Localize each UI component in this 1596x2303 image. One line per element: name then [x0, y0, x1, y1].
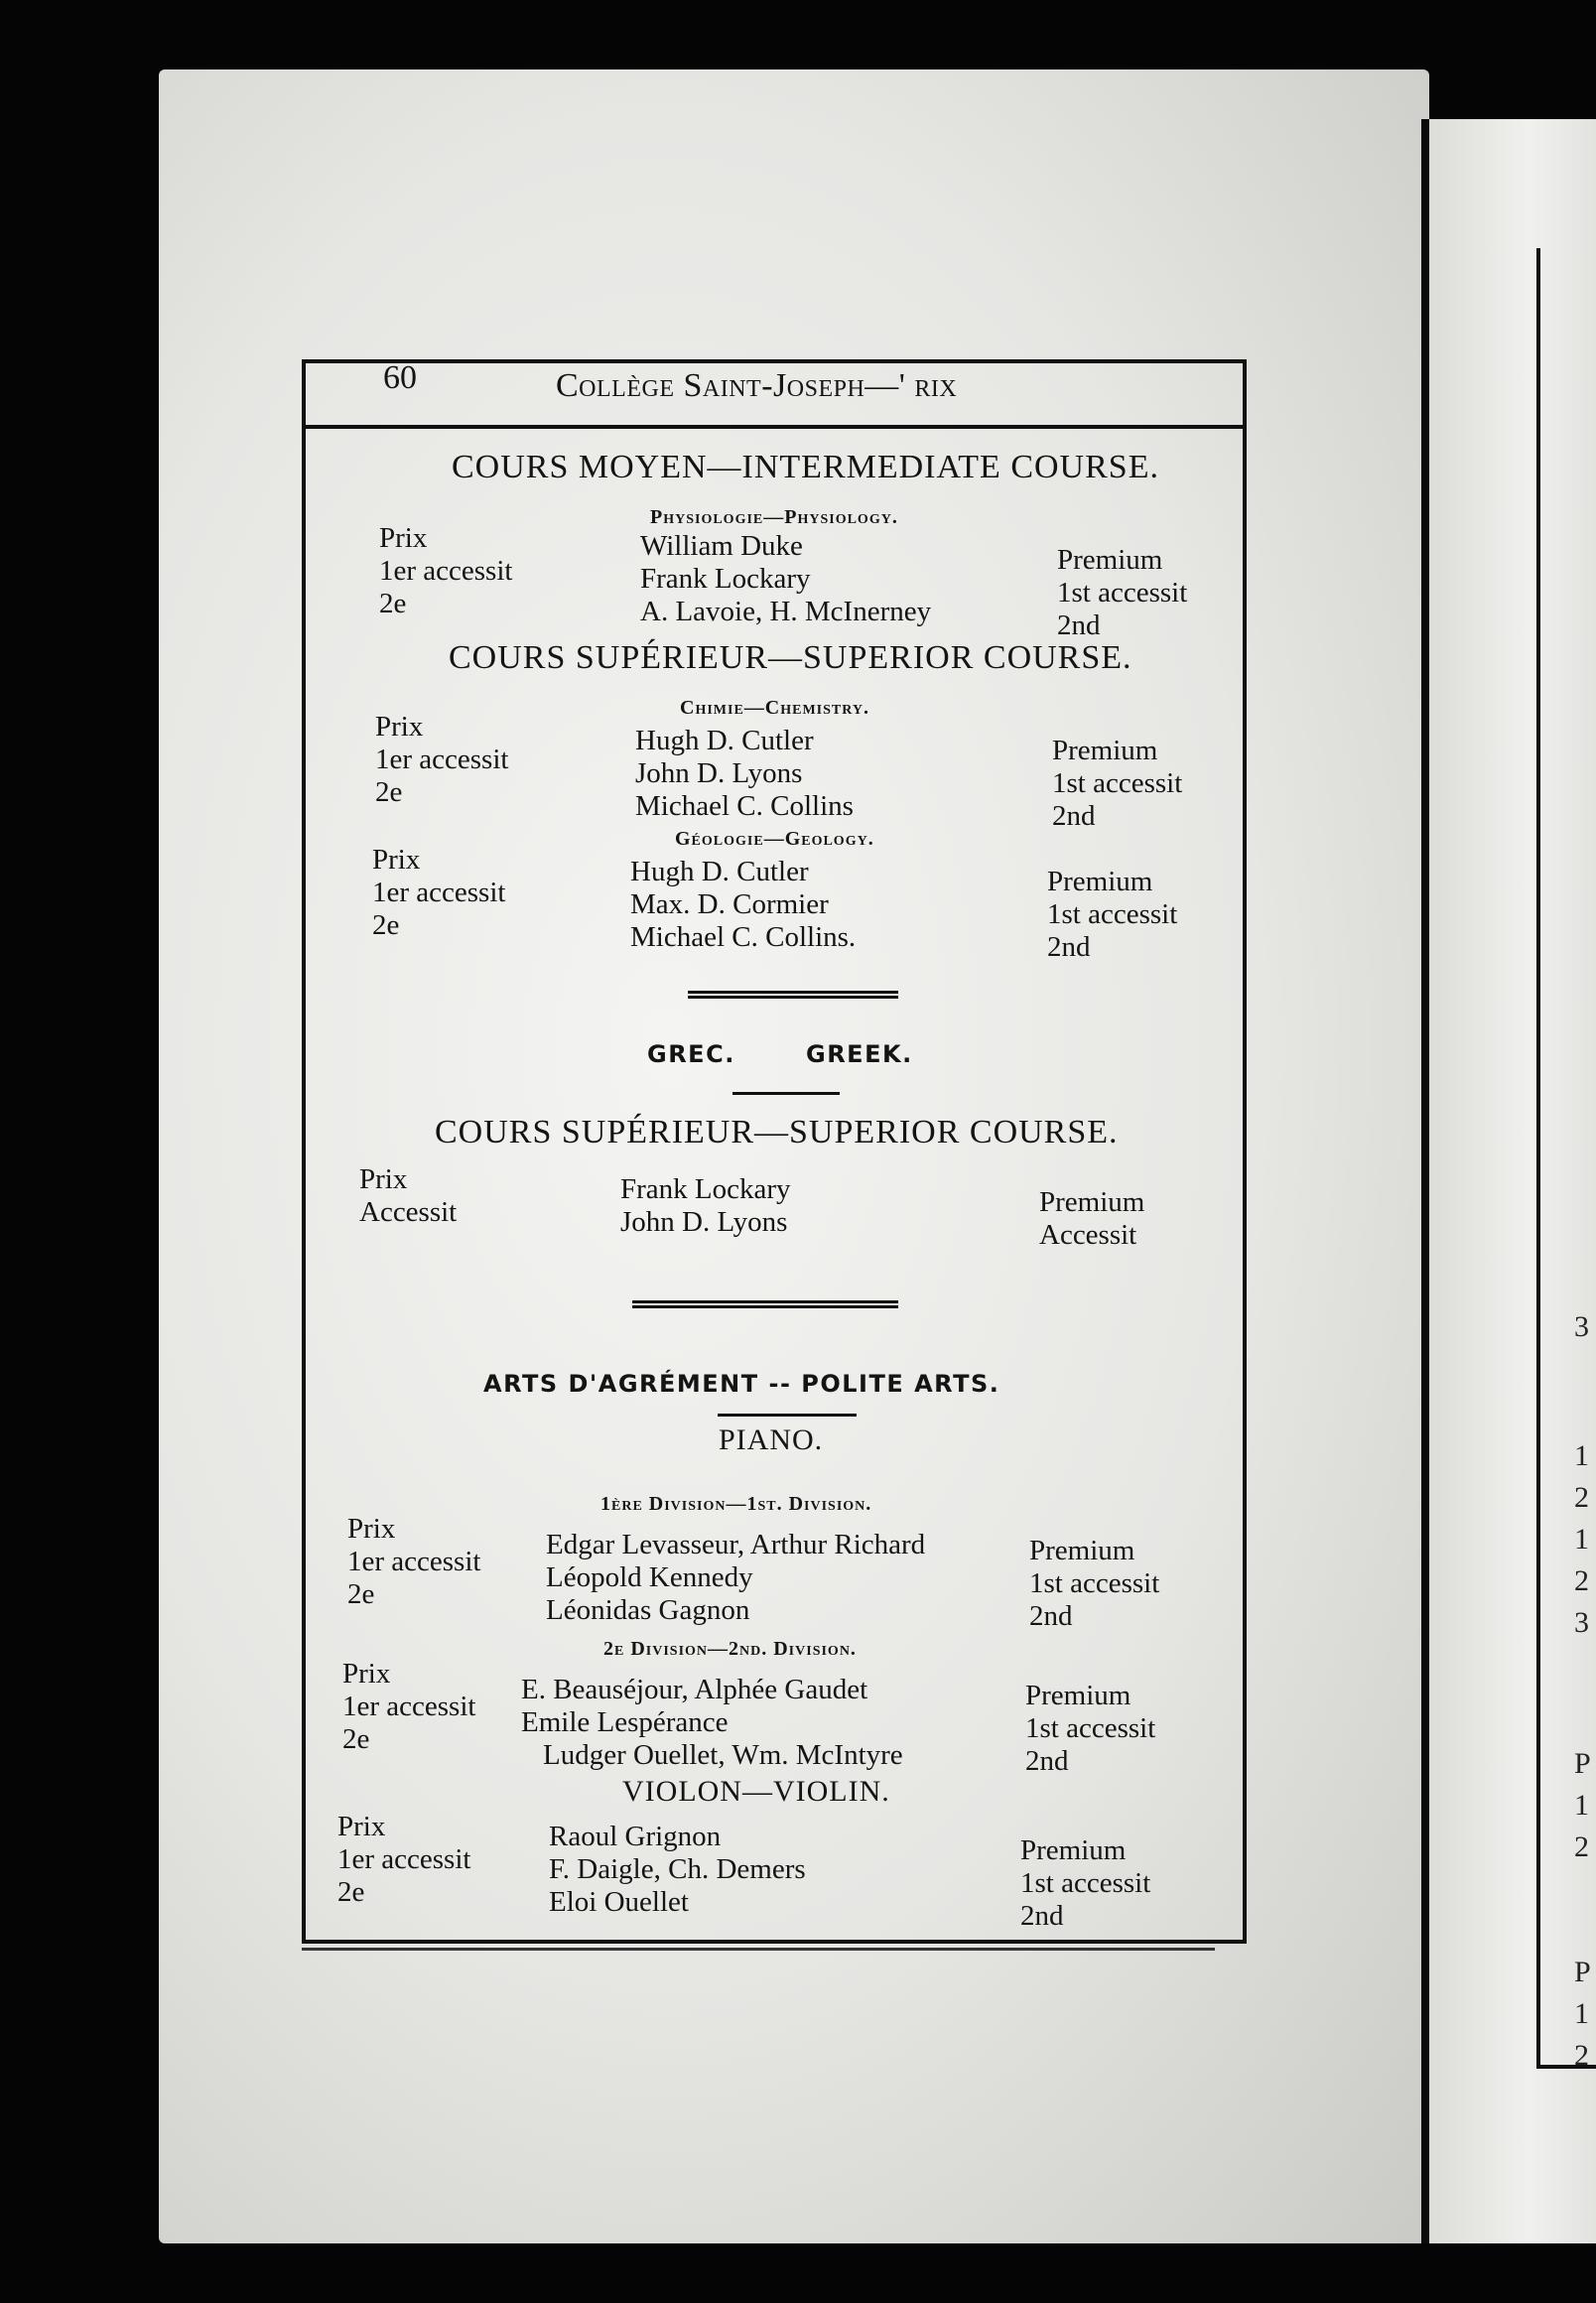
- names-list: [521, 1674, 903, 1772]
- labels-en: [1047, 866, 1177, 964]
- adjacent-char: 1: [1574, 1523, 1589, 1556]
- name: Eloi Ouellet: [549, 1886, 689, 1918]
- name: Léonidas Gagnon: [546, 1594, 750, 1626]
- labels-en: [1020, 1834, 1150, 1933]
- label-en: Accessit: [1039, 1219, 1137, 1251]
- label-en: Premium: [1020, 1834, 1127, 1866]
- label-fr: Accessit: [359, 1196, 458, 1228]
- label-en: Premium: [1057, 544, 1163, 576]
- name: Raoul Grignon: [549, 1821, 722, 1852]
- label-en: Premium: [1047, 866, 1153, 897]
- section-heading-fr: GREC.: [647, 1040, 735, 1068]
- label-en: 2nd: [1020, 1900, 1064, 1932]
- short-rule: [732, 1092, 840, 1095]
- name: John D. Lyons: [620, 1206, 788, 1238]
- label-en: 1st accessit: [1029, 1567, 1160, 1599]
- label-fr: 2e: [375, 776, 403, 808]
- double-rule: [688, 991, 898, 999]
- name: Max. D. Cormier: [630, 888, 829, 920]
- label-en: Premium: [1039, 1186, 1145, 1218]
- labels-fr: [347, 1513, 480, 1611]
- running-head: Collège Saint-Joseph—' rix: [556, 367, 958, 404]
- label-fr: 1er accessit: [379, 555, 513, 587]
- section-heading: ARTS D'AGRÉMENT -- POLITE ARTS.: [483, 1370, 1000, 1398]
- adjacent-char: 2: [1574, 1830, 1589, 1863]
- short-rule: [718, 1414, 857, 1417]
- label-fr: 1er accessit: [375, 744, 509, 775]
- name: William Duke: [640, 530, 803, 562]
- labels-fr: [375, 711, 508, 809]
- name: F. Daigle, Ch. Demers: [549, 1853, 806, 1885]
- label-fr: 2e: [347, 1578, 375, 1610]
- labels-fr: [342, 1658, 475, 1756]
- names-list: [635, 725, 854, 823]
- label-en: 2nd: [1029, 1600, 1073, 1632]
- adjacent-char: 3: [1574, 1310, 1589, 1343]
- section-heading: COURS SUPÉRIEUR—SUPERIOR COURSE.: [449, 639, 1132, 676]
- labels-fr: [337, 1811, 470, 1909]
- adjacent-char: 1: [1574, 1997, 1589, 2030]
- label-fr: Prix: [337, 1811, 386, 1842]
- name: Hugh D. Cutler: [635, 725, 814, 756]
- name: A. Lavoie, H. McInerney: [640, 596, 932, 627]
- label-en: Premium: [1052, 735, 1158, 766]
- violin-heading: VIOLON—VIOLIN.: [622, 1775, 890, 1808]
- names-list: [640, 530, 931, 628]
- double-rule: [632, 1300, 898, 1308]
- label-en: 1st accessit: [1020, 1867, 1151, 1899]
- adjacent-char: 2: [1574, 1481, 1589, 1514]
- adjacent-char: P: [1574, 1747, 1591, 1780]
- adjacent-char: 2: [1574, 2039, 1589, 2072]
- subject-heading: Chimie—Chemistry.: [680, 697, 869, 719]
- label-fr: 2e: [372, 909, 400, 941]
- label-en: 1st accessit: [1025, 1712, 1156, 1744]
- section-heading-en: GREEK.: [806, 1040, 913, 1068]
- page-fold-shadow: [1421, 119, 1429, 2243]
- labels-en: [1057, 544, 1187, 642]
- course-heading: COURS SUPÉRIEUR—SUPERIOR COURSE.: [435, 1114, 1119, 1151]
- label-en: 2nd: [1047, 931, 1091, 963]
- names-list: [620, 1173, 791, 1239]
- labels-fr: [359, 1163, 457, 1229]
- names-list: [630, 856, 856, 954]
- labels-en: [1029, 1535, 1159, 1633]
- labels-fr: [379, 522, 512, 620]
- names-list: [549, 1821, 806, 1919]
- name: Frank Lockary: [620, 1173, 791, 1205]
- adjacent-char: 2: [1574, 1564, 1589, 1597]
- label-en: 2nd: [1052, 800, 1096, 832]
- page-number: 60: [383, 359, 417, 396]
- adjacent-char: 1: [1574, 1439, 1589, 1472]
- label-fr: 2e: [379, 588, 407, 619]
- section-heading: COURS MOYEN—INTERMEDIATE COURSE.: [452, 449, 1159, 485]
- page-border-bottom-shadow: [302, 1948, 1215, 1951]
- name: Edgar Levasseur, Arthur Richard: [546, 1529, 926, 1560]
- label-fr: 1er accessit: [337, 1843, 471, 1875]
- name: Michael C. Collins: [635, 790, 854, 822]
- label-fr: Prix: [359, 1163, 408, 1195]
- labels-en: [1025, 1680, 1155, 1778]
- subject-heading: Géologie—Geology.: [675, 828, 874, 850]
- label-fr: 2e: [337, 1876, 365, 1908]
- name: E. Beauséjour, Alphée Gaudet: [521, 1674, 868, 1705]
- subject-heading: 2e Division—2nd. Division.: [603, 1638, 857, 1660]
- adjacent-char: 1: [1574, 1789, 1589, 1822]
- label-en: Premium: [1025, 1680, 1131, 1711]
- label-fr: Prix: [375, 711, 424, 743]
- label-fr: Prix: [347, 1513, 396, 1545]
- label-en: 1st accessit: [1052, 767, 1183, 799]
- name: Michael C. Collins.: [630, 921, 857, 953]
- labels-en: [1052, 735, 1182, 833]
- label-fr: 1er accessit: [347, 1546, 481, 1577]
- label-en: 2nd: [1025, 1745, 1069, 1777]
- labels-en: [1039, 1186, 1144, 1252]
- label-fr: Prix: [372, 844, 421, 876]
- subject-heading: 1ère Division—1st. Division.: [600, 1493, 872, 1515]
- name: John D. Lyons: [635, 757, 803, 789]
- name: Hugh D. Cutler: [630, 856, 809, 887]
- label-en: 2nd: [1057, 610, 1101, 641]
- label-en: 1st accessit: [1047, 898, 1178, 930]
- name: Frank Lockary: [640, 563, 811, 595]
- subject-heading: Physiologie—Physiology.: [650, 506, 898, 528]
- names-list: [546, 1529, 925, 1627]
- labels-fr: [372, 844, 505, 942]
- label-fr: 1er accessit: [342, 1691, 476, 1722]
- name: Emile Lespérance: [521, 1706, 729, 1738]
- label-fr: Prix: [379, 522, 428, 554]
- label-en: 1st accessit: [1057, 577, 1188, 609]
- adjacent-page: [1429, 119, 1596, 2243]
- label-fr: 1er accessit: [372, 877, 506, 908]
- label-fr: Prix: [342, 1658, 391, 1690]
- name: Ludger Ouellet, Wm. McIntyre: [543, 1739, 903, 1771]
- label-en: Premium: [1029, 1535, 1135, 1566]
- label-fr: 2e: [342, 1723, 370, 1755]
- piano-heading: PIANO.: [719, 1423, 824, 1456]
- name: Léopold Kennedy: [546, 1561, 753, 1593]
- adjacent-char: 3: [1574, 1606, 1589, 1639]
- adjacent-char: P: [1574, 1956, 1591, 1988]
